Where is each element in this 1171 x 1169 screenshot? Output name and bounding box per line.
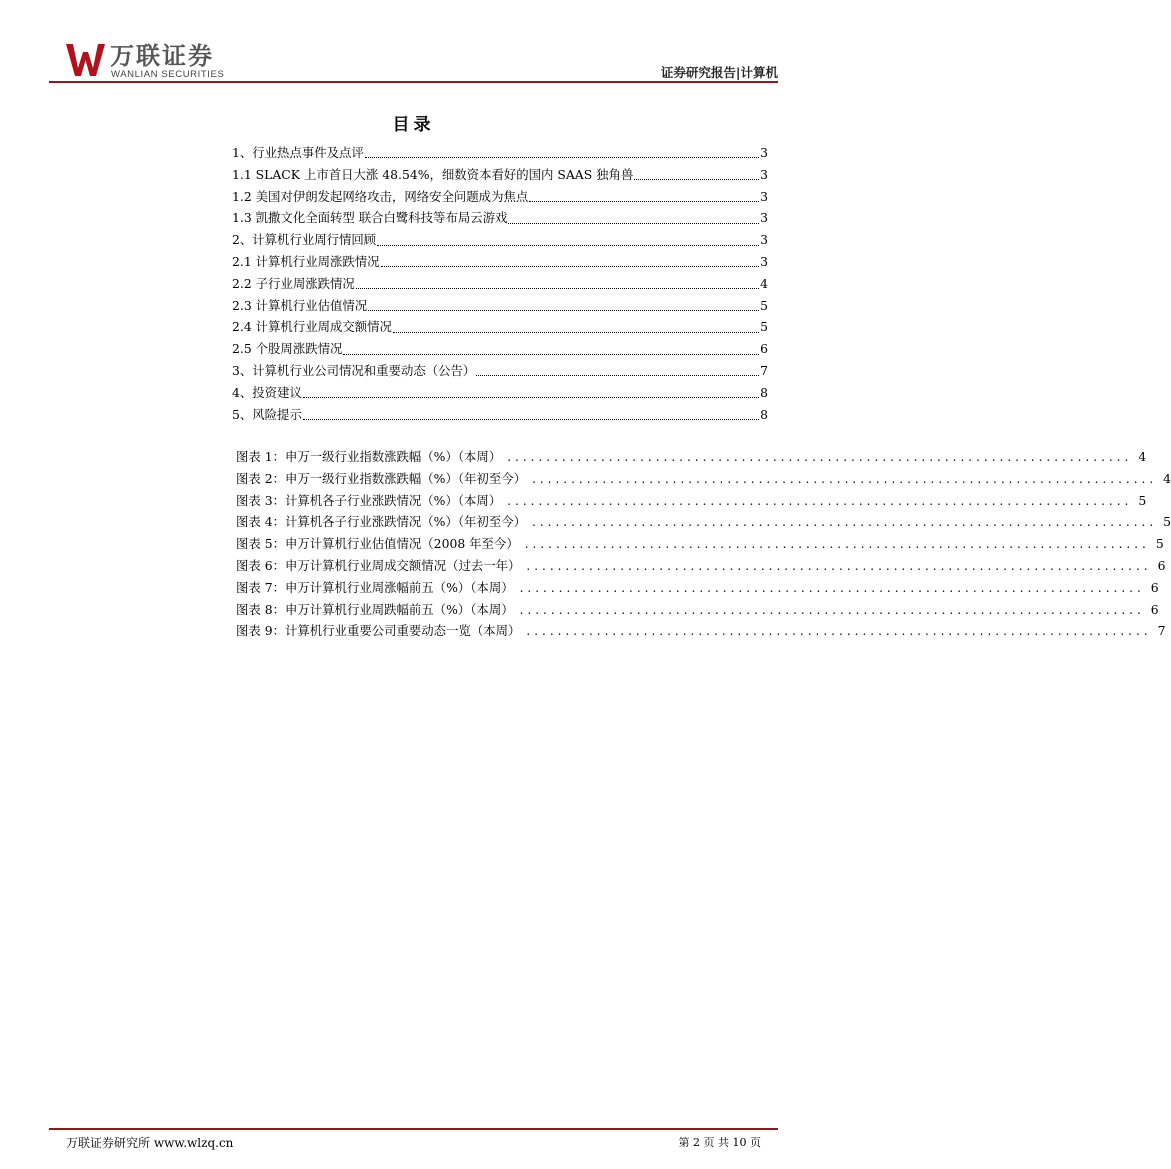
toc-entry[interactable] xyxy=(232,187,768,209)
header-divider xyxy=(49,81,778,83)
figure-entry-title: 图表 2：申万一级行业指数涨跌幅（%）（年初至今） xyxy=(236,470,526,486)
toc-entry-page: 7 xyxy=(760,362,768,378)
toc-entry-title: 1、行业热点事件及点评 xyxy=(232,145,364,160)
figure-entry[interactable] xyxy=(236,469,1171,491)
toc-title: 目录 xyxy=(392,115,435,135)
figure-entry[interactable] xyxy=(236,621,1166,643)
footer-publisher: 万联证券研究所 www.wlzq.cn xyxy=(66,1136,234,1150)
figure-entry[interactable] xyxy=(236,600,1159,622)
figure-entry-page: 7 xyxy=(1157,623,1166,639)
dot-leader xyxy=(356,288,759,289)
toc-entry-title: 2.3 计算机行业估值情况 xyxy=(232,297,368,313)
toc-entry-page: 8 xyxy=(760,384,768,400)
dot-leader xyxy=(303,397,759,398)
figure-entry-title: 图表 5：申万计算机行业估值情况（2008 年至今） xyxy=(236,536,519,552)
toc-entry-title: 5、风险提示 xyxy=(232,406,302,422)
toc-entry-title: 2.2 子行业周涨跌情况 xyxy=(232,275,355,291)
company-logo xyxy=(66,42,236,82)
toc-entry[interactable] xyxy=(232,296,768,318)
toc-entry[interactable] xyxy=(232,165,768,187)
figure-entry-title: 图表 1：申万一级行业指数涨跌幅（%）（本周） xyxy=(236,449,502,464)
toc-entry[interactable] xyxy=(232,143,768,165)
toc-entry-page: 5 xyxy=(760,297,768,313)
toc-entry-page: 4 xyxy=(760,275,768,291)
toc-entry[interactable] xyxy=(232,361,768,383)
toc-entry-page: 3 xyxy=(760,166,768,182)
toc-entry-page: 3 xyxy=(760,232,768,248)
toc-entry-title: 4、投资建议 xyxy=(232,384,302,400)
dot-leader xyxy=(393,332,759,333)
figure-entry-page: 5 xyxy=(1138,492,1147,508)
figure-entry-title: 图表 7：申万计算机行业周涨幅前五（%）（本周） xyxy=(236,579,514,595)
figure-entry-page: 5 xyxy=(1155,536,1164,552)
dot-leader xyxy=(365,157,759,158)
figure-entry[interactable] xyxy=(236,447,1147,469)
figure-entry-title: 图表 3：计算机各子行业涨跌情况（%）（本周） xyxy=(236,492,502,508)
toc-entry-title: 1.3 凯撒文化全面转型 联合白鹭科技等布局云游戏 xyxy=(232,210,508,226)
dot-leader xyxy=(476,375,759,376)
toc-entry-title: 2、计算机行业周行情回顾 xyxy=(232,232,377,248)
report-type-label: 证券研究报告|计算机 xyxy=(660,65,778,80)
dot-leader: ................................................................................ xyxy=(526,558,1152,573)
toc-entry-title: 2.1 计算机行业周涨跌情况 xyxy=(232,253,380,269)
figure-entry[interactable] xyxy=(236,578,1159,600)
wanlian-w-logo-icon xyxy=(66,42,106,78)
dot-leader: ................................................................................ xyxy=(526,624,1152,639)
toc-entry-page: 3 xyxy=(760,253,768,269)
toc-entry[interactable] xyxy=(232,383,768,405)
figure-entry-title: 图表 4：计算机各子行业涨跌情况（%）（年初至今） xyxy=(236,514,526,530)
dot-leader: ................................................................................ xyxy=(507,450,1133,464)
dot-leader xyxy=(368,310,759,311)
dot-leader xyxy=(529,201,759,202)
figure-entry-page: 4 xyxy=(1138,449,1147,464)
figure-entry-page: 6 xyxy=(1150,601,1159,617)
toc-entry[interactable] xyxy=(232,274,768,296)
toc-entry[interactable] xyxy=(232,405,768,427)
toc-entry-page: 8 xyxy=(760,406,768,422)
dot-leader: ................................................................................ xyxy=(519,602,1145,617)
dot-leader xyxy=(343,354,759,355)
figure-entry[interactable] xyxy=(236,491,1147,513)
dot-leader: ................................................................................ xyxy=(532,471,1158,486)
figure-entry-title: 图表 8：申万计算机行业周跌幅前五（%）（本周） xyxy=(236,601,514,617)
toc-entry[interactable] xyxy=(232,339,768,361)
figure-entry-page: 6 xyxy=(1150,579,1159,595)
dot-leader xyxy=(303,419,759,420)
toc-entry[interactable] xyxy=(232,230,768,252)
dot-leader: ................................................................................ xyxy=(524,537,1150,552)
figure-entry-page: 6 xyxy=(1157,557,1166,573)
dot-leader xyxy=(508,223,759,224)
figure-entry-title: 图表 6：申万计算机行业周成交额情况（过去一年） xyxy=(236,557,521,573)
toc-entry-page: 3 xyxy=(760,188,768,204)
figure-entry-page: 4 xyxy=(1163,470,1171,486)
toc-entry-title: 2.4 计算机行业周成交额情况 xyxy=(232,319,392,335)
table-of-contents xyxy=(232,143,768,426)
dot-leader: ................................................................................ xyxy=(507,493,1133,508)
figure-entry[interactable] xyxy=(236,534,1164,556)
dot-leader xyxy=(377,245,759,246)
toc-entry-page: 6 xyxy=(760,341,768,357)
dot-leader xyxy=(381,266,760,267)
figure-entry[interactable] xyxy=(236,556,1166,578)
footer-page-number: 第 2 页 共 10 页 xyxy=(678,1136,761,1149)
figure-entry[interactable] xyxy=(236,512,1171,534)
figure-entry-title: 图表 9：计算机行业重要公司重要动态一览（本周） xyxy=(236,623,521,639)
logo-chinese-name: 万联证券 xyxy=(110,42,214,70)
logo-english-name: WANLIAN SECURITIES xyxy=(111,69,225,80)
page-header xyxy=(0,0,827,90)
toc-entry[interactable] xyxy=(232,208,768,230)
figure-entry-page: 5 xyxy=(1163,514,1171,530)
list-of-figures xyxy=(236,447,1171,643)
footer-divider xyxy=(49,1128,778,1130)
toc-entry[interactable] xyxy=(232,317,768,339)
toc-entry-page: 5 xyxy=(760,319,768,335)
toc-entry-page: 3 xyxy=(760,145,768,160)
toc-entry-title: 3、计算机行业公司情况和重要动态（公告） xyxy=(232,362,476,378)
toc-entry[interactable] xyxy=(232,252,768,274)
dot-leader: ................................................................................ xyxy=(519,580,1145,595)
toc-entry-title: 2.5 个股周涨跌情况 xyxy=(232,341,343,357)
dot-leader xyxy=(634,179,759,180)
toc-entry-page: 3 xyxy=(760,210,768,226)
toc-entry-title: 1.1 SLACK 上市首日大涨 48.54%，细数资本看好的国内 SAAS 独角兽 xyxy=(232,166,634,182)
dot-leader: ................................................................................ xyxy=(532,515,1158,530)
toc-entry-title: 1.2 美国对伊朗发起网络攻击，网络安全问题成为焦点 xyxy=(232,188,529,204)
